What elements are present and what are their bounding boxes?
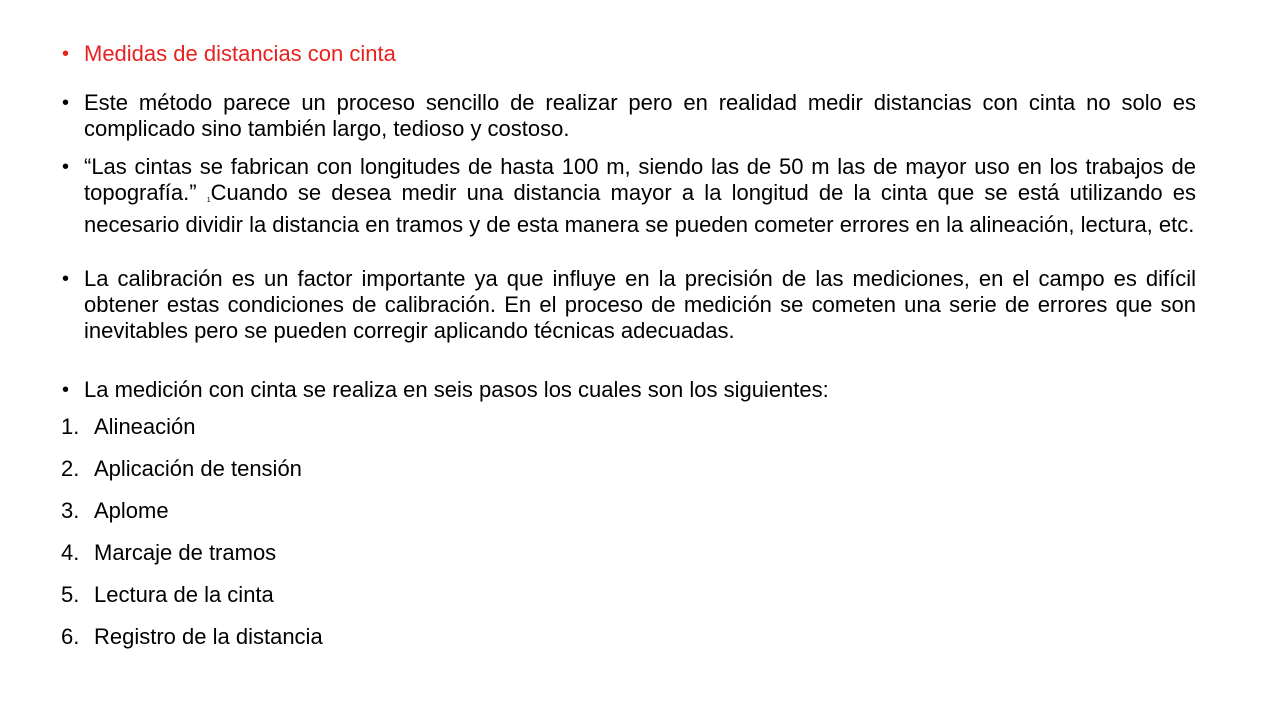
step-label: Alineación bbox=[94, 414, 196, 439]
bullet-text: Este método parece un proceso sencillo de realizar pero en realidad medir distancias con cinta no solo es complicado sino también largo, tedioso y costoso. bbox=[84, 90, 1196, 141]
step-number: 1. bbox=[61, 414, 80, 439]
bullet-icon: • bbox=[62, 43, 70, 65]
bullet-icon: • bbox=[62, 156, 70, 178]
bullet-text bbox=[62, 154, 1196, 238]
step-number: 5. bbox=[61, 582, 80, 607]
bullet-text: La calibración es un factor importante ya que influye en la precisión de las mediciones, en el campo es difícil obtener estas condiciones de calibración. En el proceso de medición se cometen una serie de errores que son inevitables pero se pueden corregir aplicando técnicas adecuadas. bbox=[84, 266, 1196, 343]
numbered-step bbox=[61, 582, 274, 608]
bullet-item bbox=[62, 90, 1196, 142]
step-label: Registro de la distancia bbox=[94, 624, 323, 649]
step-number: 4. bbox=[61, 540, 80, 565]
step-number: 2. bbox=[61, 456, 80, 481]
step-label: Lectura de la cinta bbox=[94, 582, 274, 607]
bullet-item bbox=[62, 154, 1196, 238]
numbered-step bbox=[61, 540, 276, 566]
heading-bullet bbox=[62, 41, 1196, 67]
bullet-icon: • bbox=[62, 92, 70, 114]
numbered-step bbox=[61, 456, 302, 482]
step-label: Aplicación de tensión bbox=[94, 456, 302, 481]
quote-text: “Las cintas se fabrican con longitudes de hasta 100 m, siendo las de 50 m las de mayor uso en los trabajos de topografía.” bbox=[84, 154, 1196, 205]
bullet-icon: • bbox=[62, 268, 70, 290]
bullet-continuation-text: Cuando se desea medir una distancia mayor a la longitud de la cinta que se está utilizando es necesario dividir la distancia en tramos y de esta manera se pueden cometer errores en la alineación, lectura, etc. bbox=[84, 180, 1196, 237]
step-label: Aplome bbox=[94, 498, 169, 523]
step-label: Marcaje de tramos bbox=[94, 540, 277, 565]
step-number: 3. bbox=[61, 498, 80, 523]
bullet-item bbox=[62, 377, 1196, 403]
numbered-step bbox=[61, 414, 196, 440]
slide-heading: Medidas de distancias con cinta bbox=[84, 41, 396, 66]
step-number: 6. bbox=[61, 624, 80, 649]
bullet-text: La medición con cinta se realiza en seis pasos los cuales son los siguientes: bbox=[84, 377, 829, 402]
footnote-reference: 1 bbox=[206, 197, 211, 204]
bullet-icon: • bbox=[62, 379, 70, 401]
bullet-item bbox=[62, 266, 1196, 344]
numbered-step bbox=[61, 624, 323, 650]
numbered-step bbox=[61, 498, 169, 524]
